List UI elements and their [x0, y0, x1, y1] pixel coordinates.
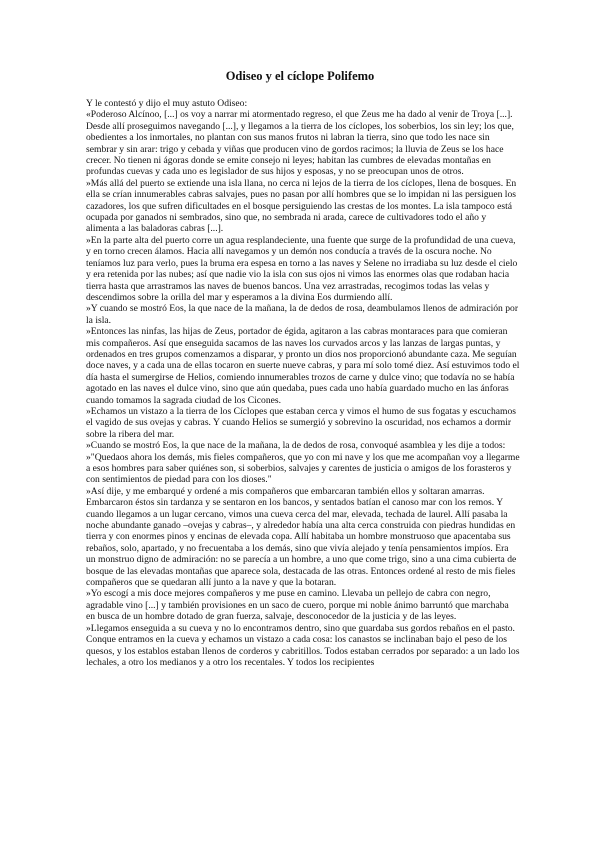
- paragraph: »Echamos un vistazo a la tierra de los Cíclopes que estaban cerca y vimos el humo de sus fogatas y escuchamos el vagido de sus ovejas y cabras. Y cuando Helios se sumergió y sobrevino la oscuridad, nos echamos a dormir sobre la ribera del mar.: [86, 405, 516, 440]
- paragraph: »"Quedaos ahora los demás, mis fieles compañeros, que yo con mi nave y los que me acompañan voy a llegarme a esos hombres para saber quiénes son, si soberbios, salvajes y carentes de justicia o amigos de los forasteros y con sentimientos de piedad para con los dioses.": [86, 451, 520, 486]
- page-title: Odiseo y el cíclope Polifemo: [225, 69, 375, 83]
- paragraph: »Así dije, y me embarqué y ordené a mis compañeros que embarcaran también ellos y soltaran amarras. Embarcaron éstos sin tardanza y se sentaron en los bancos, y sentados batían el canoso mar con los remos. Y cuando llegamos a un lugar cercano, vimos una cueva cerca del mar, elevada, techada de laurel. Allí pasaba la noche abundante ganado –ovejas y cabras–, y alrededor había una alta cerca construida con piedras hundidas en tierra y con enormes pinos y encinas de elevada copa. Allí habitaba un hombre monstruoso que apacentaba sus rebaños, solo, apartado, y no frecuentaba a los demás, sino que vivía alejado y tenía pensamientos impíos. Era un monstruo digno de admiración: no se parecía a un hombre, a uno que come trigo, sino a una cima cubierta de bosque de las elevadas montañas que aparece sola, destacada de las otras. Entonces ordené al resto de mis fieles compañeros que se quedaran allí junto a la nave y que la botaran.: [86, 485, 517, 589]
- body-text: [86, 98, 520, 668]
- paragraph: »Llegamos enseguida a su cueva y no lo encontramos dentro, sino que guardaba sus gordos rebaños en el pasto. Conque entramos en la cueva y echamos un vistazo a cada cosa: los canastos se inclinaban bajo el peso de los quesos, y los establos estaban llenos de corderos y cabritillos. Todos estaban cerrados por separado: a un lado los lechales, a otro los medianos y a otro los recentales. Y todos los recipientes: [86, 622, 520, 668]
- paragraph: »Y cuando se mostró Eos, la que nace de la mañana, la de dedos de rosa, deambulamos llenos de admiración por la isla.: [86, 303, 519, 326]
- paragraph: »Yo escogí a mis doce mejores compañeros y me puse en camino. Llevaba un pellejo de cabra con negro, agradable vino [...] y también provisiones en un saco de cuero, porque mi noble ánimo barruntó que marchaba en busca de un hombre dotado de gran fuerza, salvaje, desconocedor de la justicia y de las leyes.: [86, 588, 509, 623]
- paragraph: «Poderoso Alcínoo, [...] os voy a narrar mi atormentado regreso, el que Zeus me ha dado al venir de Troya [...]. Desde allí proseguimos navegando [...], y llegamos a la tierra de los cíclopes, los soberbios, los sin ley; los que, obedientes a los inmortales, no plantan con sus manos frutos ni labran la tierra, sino que todo les nace sin sembrar y sin arar: trigo y cebada y viñas que producen vino de gordos racimos; la lluvia de Zeus se los hace crecer. No tienen ni ágoras donde se emite consejo ni leyes; habitan las cumbres de elevadas montañas en profundas cuevas y cada uno es legislador de sus hijos y esposas, y no se preocupan unos de otros.: [86, 109, 514, 178]
- paragraph: »Entonces las ninfas, las hijas de Zeus, portador de égida, agitaron a las cabras montaraces para que comieran mis compañeros. Así que enseguida sacamos de las naves los curvados arcos y las lanzas de largas puntas, y ordenados en tres grupos comenzamos a disparar, y pronto un dios nos proporcionó abundante caza. Me seguían doce naves, y a cada una de ellas tocaron en suerte nueve cabras, y para mí solo tomé diez. Así estuvimos todo el día hasta el sumergirse de Helios, comiendo innumerables trozos de carne y dulce vino; que todavía no se había agotado en las naves el dulce vino, sino que aún quedaba, pues cada uno había guardado mucho en las ánforas cuando tomamos la sagrada ciudad de los Cicones.: [86, 326, 520, 406]
- paragraph: Y le contestó y dijo el muy astuto Odiseo:: [86, 98, 248, 109]
- paragraph: »En la parte alta del puerto corre un agua resplandeciente, una fuente que surge de la profundidad de una cueva, y en torno crecen álamos. Hacia allí navegamos y un demón nos conducía a través de la oscura noche. No teníamos luz para verlo, pues la bruma era espesa en torno a las naves y Selene no irradiaba su luz desde el cielo y era retenida por las nubes; así que nadie vio la isla con sus ojos ni vimos las enormes olas que rodaban hacia tierra hasta que arrastramos las naves de buenos bancos. Una vez arrastradas, recogimos todas las velas y descendimos sobre la orilla del mar y esperamos a la divina Eos durmiendo allí.: [86, 234, 518, 303]
- paragraph: »Más allá del puerto se extiende una isla llana, no cerca ni lejos de la tierra de los cíclopes, llena de bosques. En ella se crían innumerables cabras salvajes, pues no pasan por allí hombres que se lo impidan ni las persiguen los cazadores, los que sufren dificultades en el bosque persiguiendo las crestas de los montes. La isla tampoco está ocupada por ganados ni sembrados, sino que, no sembrada ni arada, carece de cultivadores todo el año y alimenta a las baladoras cabras [...].: [86, 177, 517, 235]
- paragraph: »Cuando se mostró Eos, la que nace de la mañana, la de dedos de rosa, convoqué asamblea y les dije a todos:: [86, 440, 506, 452]
